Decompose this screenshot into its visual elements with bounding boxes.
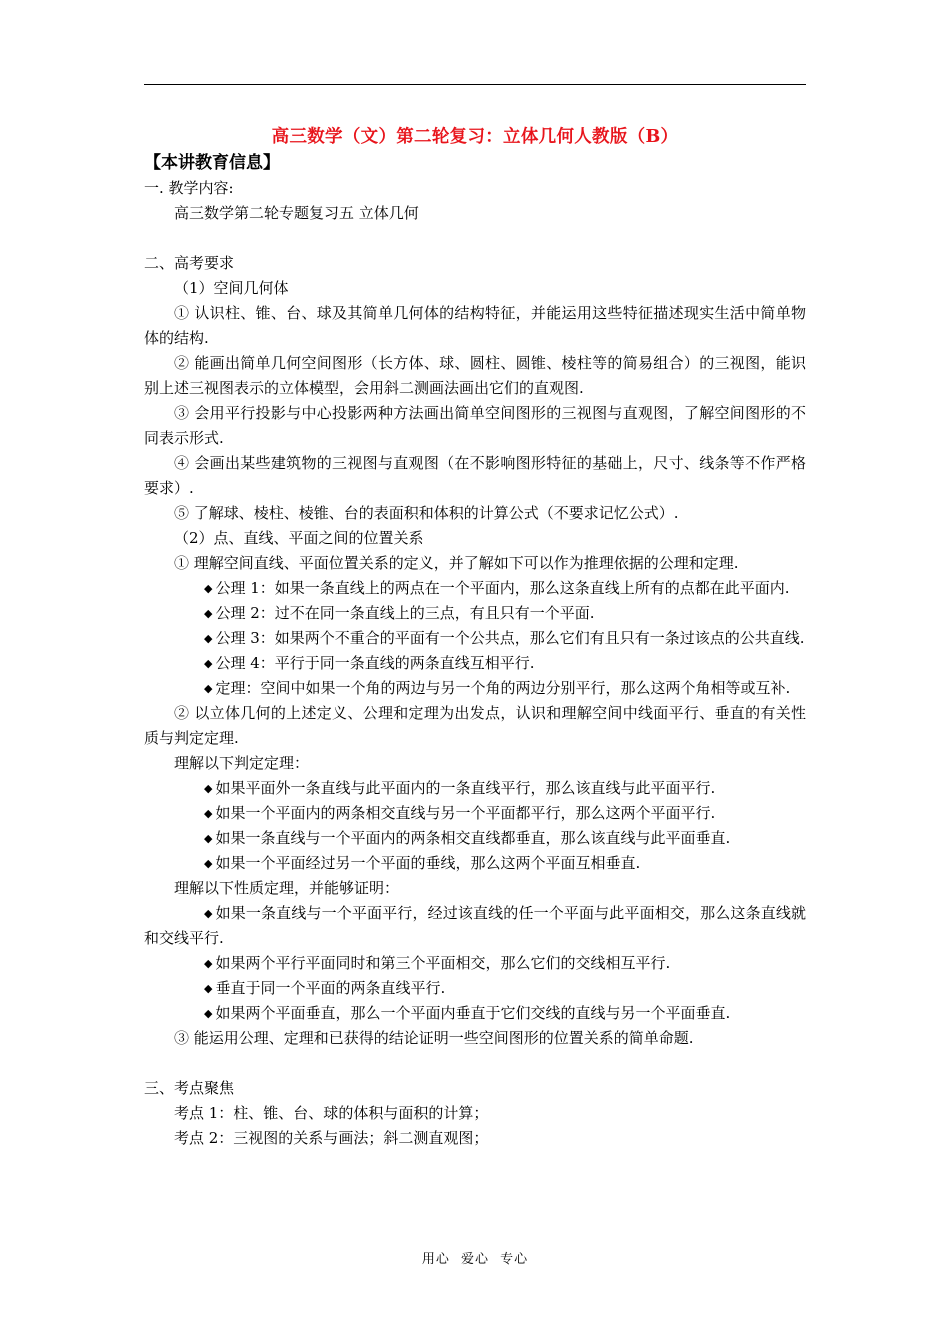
section-2-heading: 二、高考要求: [144, 254, 235, 272]
theorem-text: 如果两个平面垂直，那么一个平面内垂直于它们交线的直线与另一个平面垂直.: [215, 1004, 731, 1022]
spacer: [144, 226, 806, 251]
diamond-bullet-icon: ◆: [204, 982, 213, 995]
diamond-bullet-icon: ◆: [204, 857, 213, 870]
theorem-text: 如果两个平行平面同时和第三个平面相交，那么它们的交线相互平行.: [215, 954, 671, 972]
info-header: 【本讲教育信息】: [144, 153, 280, 173]
exam-point: 考点 1：柱、锥、台、球的体积与面积的计算；: [174, 1104, 489, 1122]
requirement-item: ③ 会用平行投影与中心投影两种方法画出简单空间图形的三视图与直观图，了解空间图形的不同表示形式.: [144, 404, 806, 447]
axiom-item: [144, 676, 806, 701]
axiom-text: 公理 1：如果一条直线上的两点在一个平面内，那么这条直线上所有的点都在此平面内.: [215, 579, 790, 597]
diamond-bullet-icon: ◆: [204, 832, 213, 845]
axiom-text: 公理 2：过不在同一条直线上的三点，有且只有一个平面.: [215, 604, 595, 622]
theorem-text: 如果一个平面经过另一个平面的垂线，那么这两个平面互相垂直.: [215, 854, 641, 872]
diamond-bullet-icon: ◆: [204, 957, 213, 970]
diamond-bullet-icon: ◆: [204, 582, 213, 595]
requirement-item: ④ 会画出某些建筑物的三视图与直观图（在不影响图形特征的基础上，尺寸、线条等不作严格要求）.: [144, 454, 806, 497]
diamond-bullet-icon: ◆: [204, 907, 213, 920]
requirement-item: ① 理解空间直线、平面位置关系的定义，并了解如下可以作为推理依据的公理和定理.: [174, 554, 739, 572]
diamond-bullet-icon: ◆: [204, 807, 213, 820]
diamond-bullet-icon: ◆: [204, 607, 213, 620]
theorem-text: 如果一个平面内的两条相交直线与另一个平面都平行，那么这两个平面平行.: [215, 804, 716, 822]
axiom-item: [144, 601, 806, 626]
exam-point: 考点 2：三视图的关系与画法；斜二测直观图；: [174, 1129, 489, 1147]
theorem-item: [144, 826, 806, 851]
requirement-item: ⑤ 了解球、棱柱、棱锥、台的表面积和体积的计算公式（不要求记忆公式）.: [174, 504, 679, 522]
diamond-bullet-icon: ◆: [204, 1007, 213, 1020]
axiom-item: [144, 626, 806, 651]
section-1-content: 高三数学第二轮专题复习五 立体几何: [174, 204, 419, 222]
spacer: [144, 1051, 806, 1076]
document-title: 高三数学（文）第二轮复习：立体几何人教版（B）: [271, 127, 679, 147]
diamond-bullet-icon: ◆: [204, 632, 213, 645]
axiom-text: 定理：空间中如果一个角的两边与另一个角的两边分别平行，那么这两个角相等或互补.: [215, 679, 791, 697]
axiom-text: 公理 4：平行于同一条直线的两条直线互相平行.: [215, 654, 535, 672]
axiom-item: [144, 576, 806, 601]
requirement-item: ② 能画出简单几何空间图形（长方体、球、圆柱、圆锥、棱柱等的简易组合）的三视图，能识别上述三视图表示的立体模型，会用斜二测画法画出它们的直观图.: [144, 354, 806, 397]
theorem-item: [144, 901, 806, 951]
requirement-item: ① 认识柱、锥、台、球及其简单几何体的结构特征，并能运用这些特征描述现实生活中简单物体的结构.: [144, 304, 806, 347]
axiom-text: 公理 3：如果两个不重合的平面有一个公共点，那么它们有且只有一条过该点的公共直线.: [215, 629, 805, 647]
theorem-item: [144, 1001, 806, 1026]
axiom-item: [144, 651, 806, 676]
section-3-heading: 三、考点聚焦: [144, 1079, 235, 1097]
subsection-2-title: （2）点、直线、平面之间的位置关系: [174, 529, 424, 547]
theorem-text: 如果一条直线与一个平面内的两条相交直线都垂直，那么该直线与此平面垂直.: [215, 829, 731, 847]
theorem-item: [144, 801, 806, 826]
theorem-text: 如果一条直线与一个平面平行，经过该直线的任一个平面与此平面相交，那么这条直线就和交线平行.: [144, 904, 806, 947]
property-intro: 理解以下性质定理，并能够证明：: [174, 879, 400, 897]
theorem-item: [144, 776, 806, 801]
page-footer: 用心 爱心 专心: [421, 1252, 529, 1267]
header-rule: [144, 84, 806, 85]
theorem-item: [144, 851, 806, 876]
theorem-text: 如果平面外一条直线与此平面内的一条直线平行，那么该直线与此平面平行.: [215, 779, 716, 797]
subsection-1-title: （1）空间几何体: [174, 279, 289, 297]
theorem-text: 垂直于同一个平面的两条直线平行.: [215, 979, 446, 997]
document-body: [144, 124, 806, 1151]
section-1-heading: 一. 教学内容:: [144, 179, 234, 197]
diamond-bullet-icon: ◆: [204, 682, 213, 695]
theorem-item: [144, 976, 806, 1001]
diamond-bullet-icon: ◆: [204, 782, 213, 795]
judge-intro: 理解以下判定定理：: [174, 754, 310, 772]
diamond-bullet-icon: ◆: [204, 657, 213, 670]
theorem-item: [144, 951, 806, 976]
requirement-item: ③ 能运用公理、定理和已获得的结论证明一些空间图形的位置关系的简单命题.: [174, 1029, 694, 1047]
requirement-item: ② 以立体几何的上述定义、公理和定理为出发点，认识和理解空间中线面平行、垂直的有关性质与判定定理.: [144, 704, 806, 747]
